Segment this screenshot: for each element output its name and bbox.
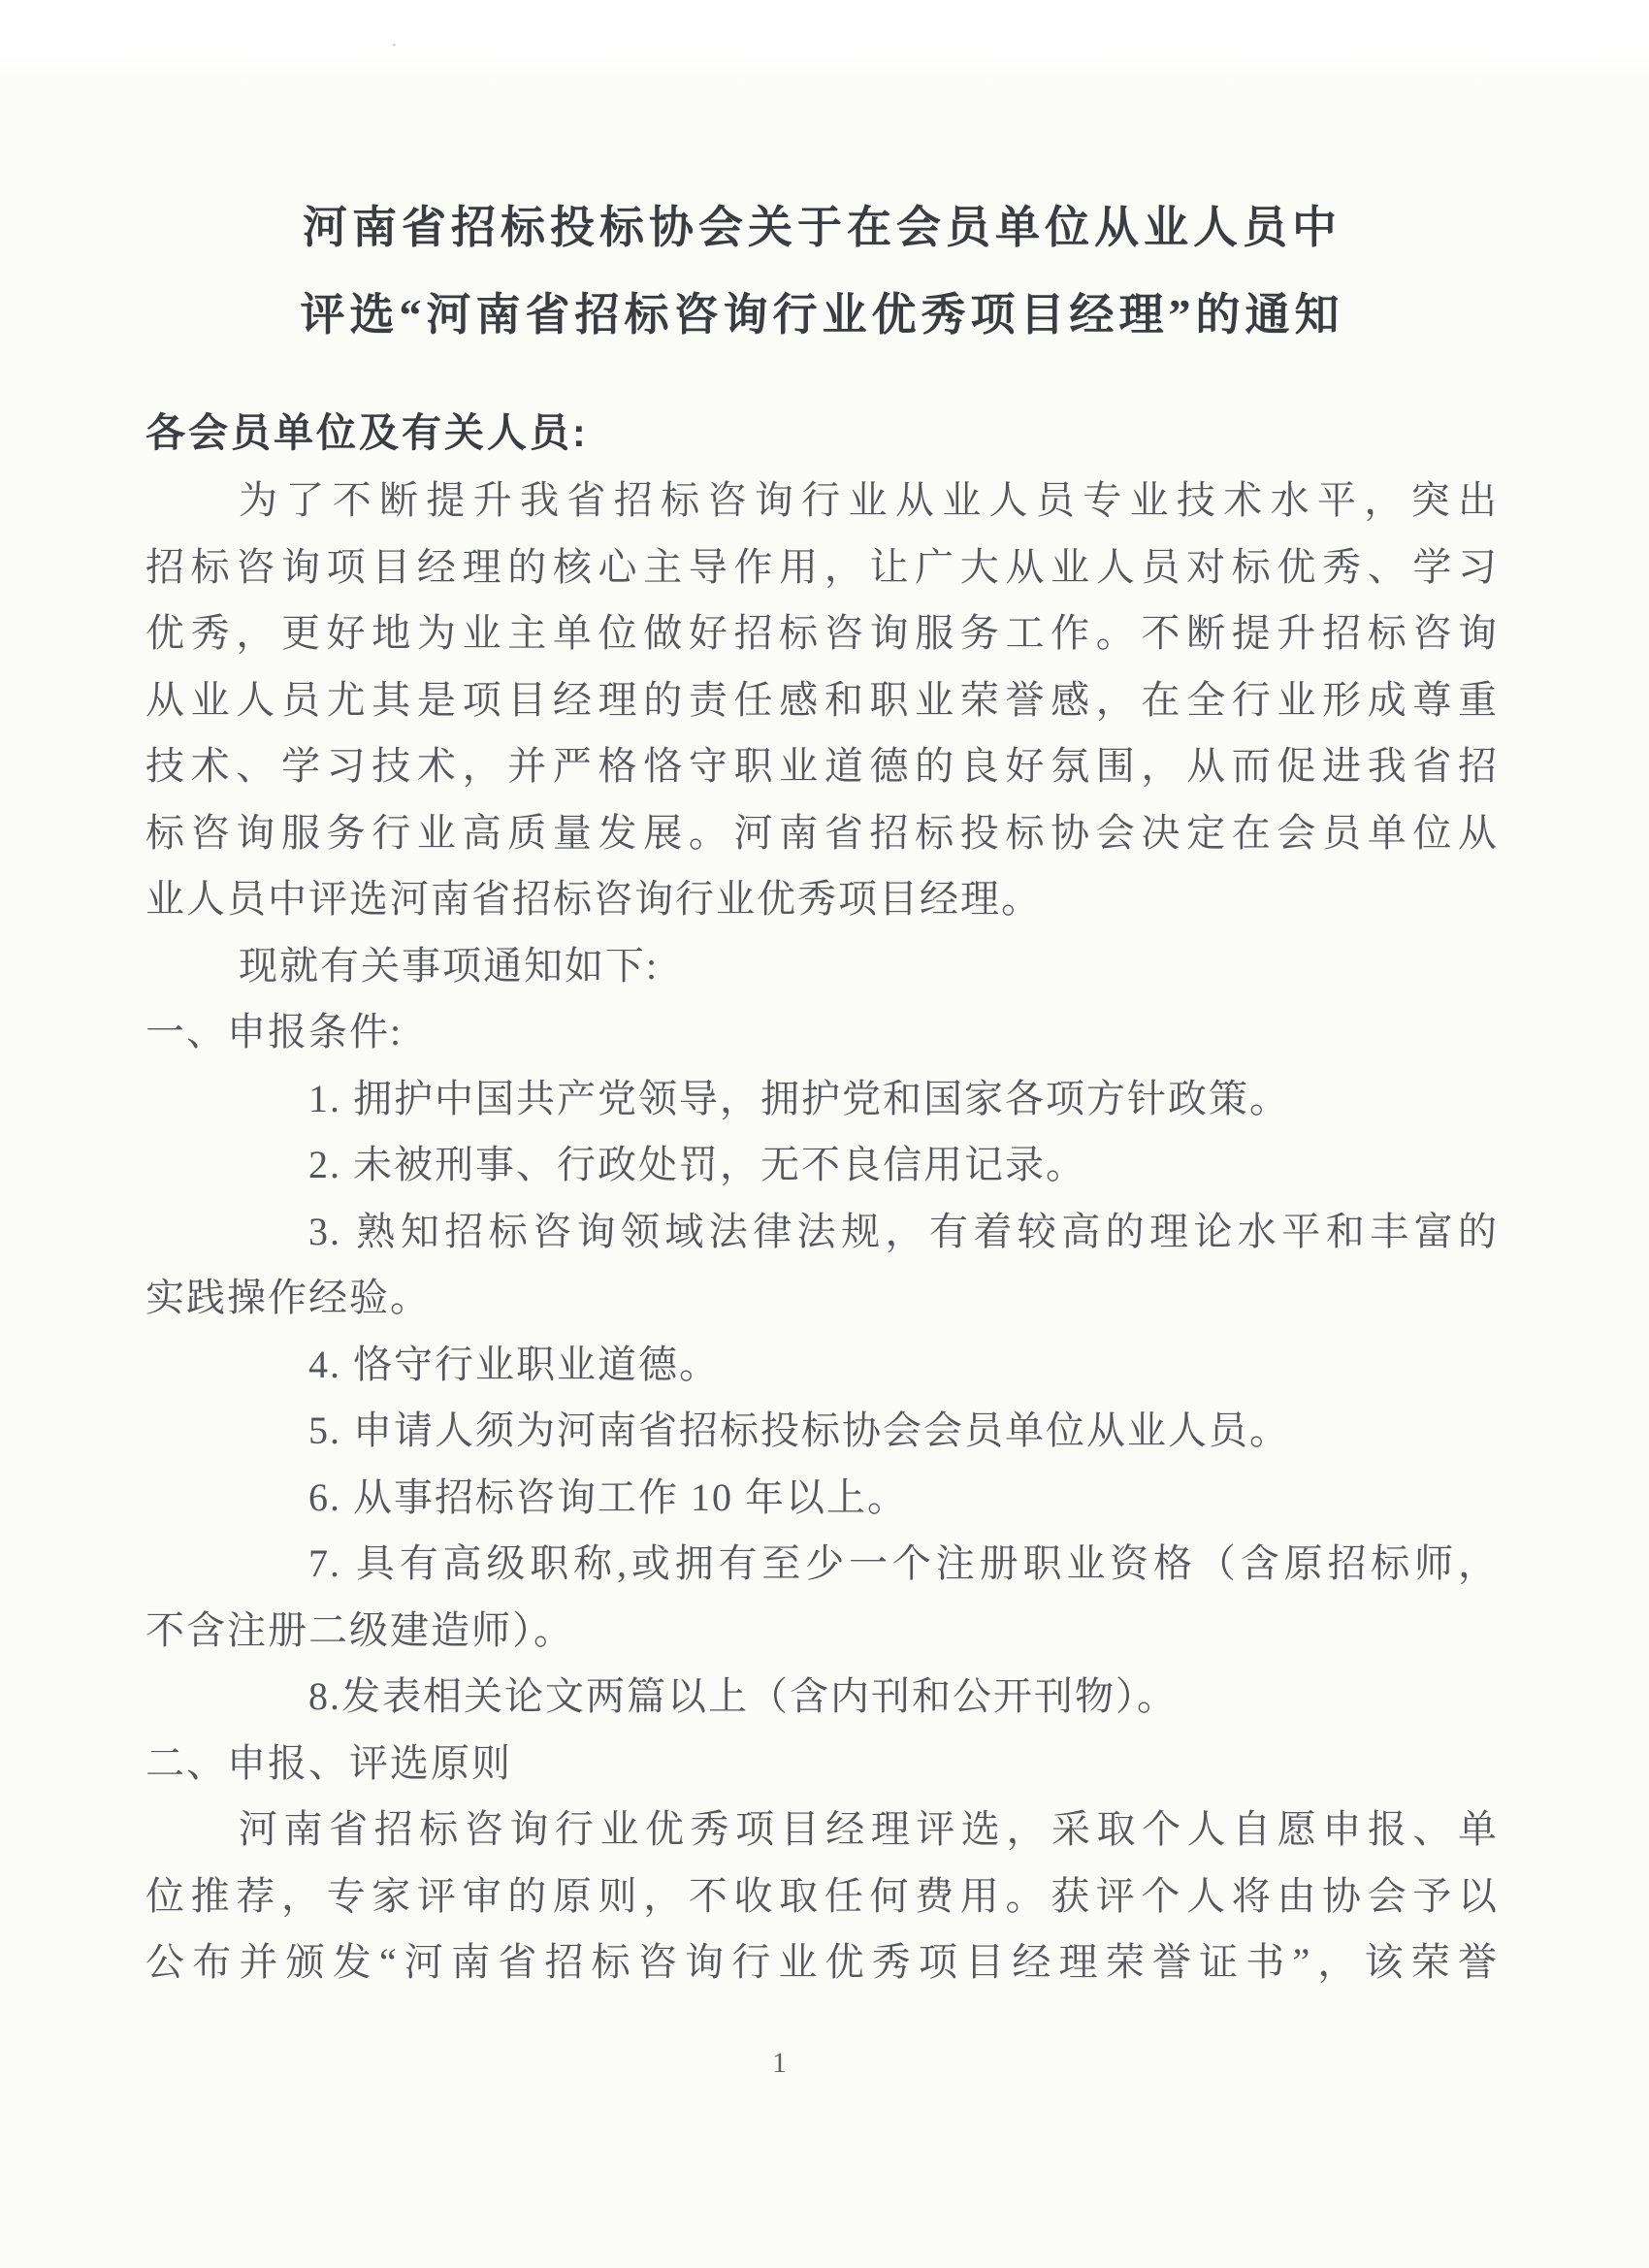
document-line: 7. 具有高级职称,或拥有至少一个注册职业资格（含原招标师， xyxy=(308,1541,1499,1585)
document-line: 3. 熟知招标咨询领域法律法规，有着较高的理论水平和丰富的 xyxy=(308,1209,1499,1253)
document-line: 8.发表相关论文两篇以上（含内刊和公开刊物）。 xyxy=(308,1674,1178,1718)
document-line: 2. 未被刑事、行政处罚，无不良信用记录。 xyxy=(308,1143,1086,1186)
document-line: 标咨询服务行业高质量发展。河南省招标投标协会决定在会员单位从 xyxy=(146,810,1499,855)
document-line: 招标咨询项目经理的核心主导作用，让广大从业人员对标优秀、学习 xyxy=(146,544,1499,589)
document-line: 4. 恪守行业职业道德。 xyxy=(308,1342,720,1386)
document-line: 1. 拥护中国共产党领导，拥护党和国家各项方针政策。 xyxy=(308,1076,1290,1120)
document-line: 位推荐，专家评审的原则，不收取任何费用。获评个人将由协会予以 xyxy=(146,1873,1499,1918)
document-body xyxy=(146,468,1499,1996)
document-line: 技术、学习技术，并严格恪守职业道德的良好氛围，从而促进我省招 xyxy=(146,744,1499,788)
document-title xyxy=(146,184,1499,359)
page-number: 1 xyxy=(772,2047,787,2079)
document-line: 优秀，更好地为业主单位做好招标咨询服务工作。不断提升招标咨询 xyxy=(146,611,1499,655)
document-line: 6. 从事招标咨询工作 10 年以上。 xyxy=(308,1474,908,1519)
document-title-line-1: 河南省招标投标协会关于在会员单位从业人员中 xyxy=(303,203,1342,252)
scan-artifact-dot: · xyxy=(391,35,398,56)
document-line: 河南省招标咨询行业优秀项目经理评选，采取个人自愿申报、单 xyxy=(239,1807,1499,1851)
document-line: 5. 申请人须为河南省招标投标协会会员单位从业人员。 xyxy=(308,1409,1290,1452)
document-title-line-2: 评选“河南省招标咨询行业优秀项目经理”的通知 xyxy=(300,290,1344,340)
document-line: 业人员中评选河南省招标咨询行业优秀项目经理。 xyxy=(146,877,1042,921)
document-line: 不含注册二级建造师）。 xyxy=(146,1607,574,1652)
salutation-line: 各会员单位及有关人员: xyxy=(146,410,589,455)
document-line: 二、申报、评选原则 xyxy=(146,1740,512,1785)
document-line: 为了不断提升我省招标咨询行业从业人员专业技术水平，突出 xyxy=(239,478,1499,522)
document-line: 公布并颁发“河南省招标咨询行业优秀项目经理荣誉证书”，该荣誉 xyxy=(146,1940,1499,1984)
document-line: 现就有关事项通知如下: xyxy=(239,943,660,988)
document-line: 实践操作经验。 xyxy=(146,1276,431,1319)
document-line: 一、申报条件: xyxy=(146,1010,404,1053)
document-line: 从业人员尤其是项目经理的责任感和职业荣誉感，在全行业形成尊重 xyxy=(146,677,1499,722)
